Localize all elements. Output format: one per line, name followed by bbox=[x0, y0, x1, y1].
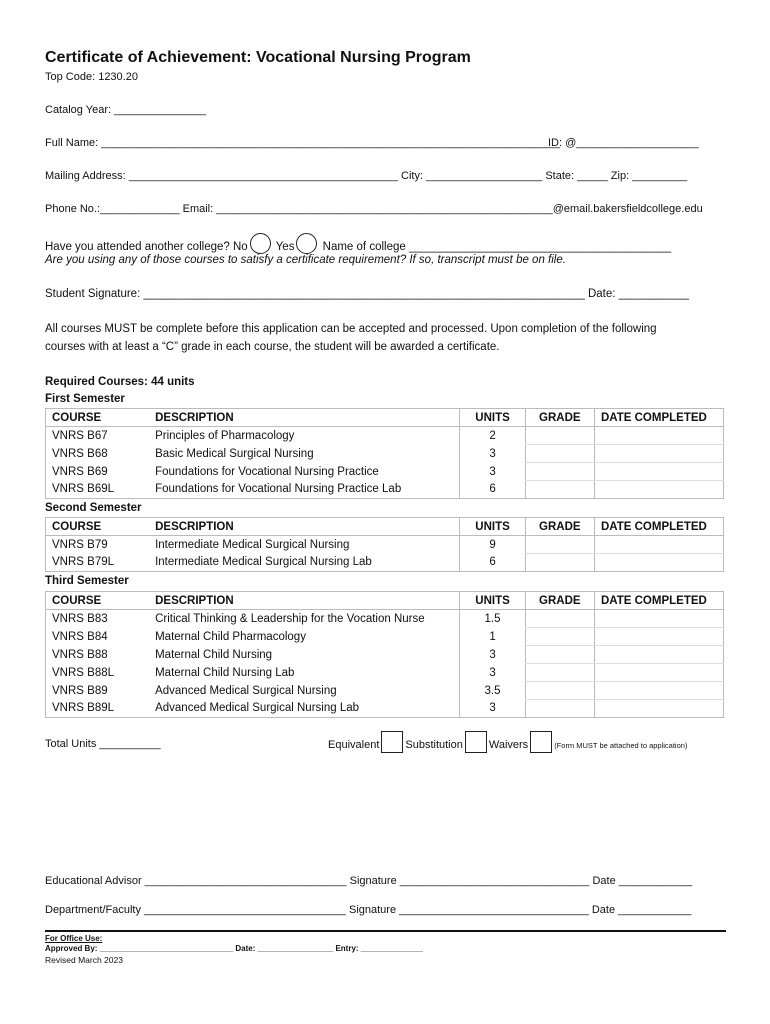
date-completed-cell[interactable] bbox=[594, 427, 723, 445]
date-completed-cell[interactable] bbox=[594, 664, 723, 682]
intro-line-1: All courses MUST be complete before this application can be accepted and processed. Upon completion of the following bbox=[45, 323, 657, 335]
course-units: 3 bbox=[460, 700, 525, 718]
course-description: Principles of Pharmacology bbox=[155, 429, 295, 442]
page-title: Certificate of Achievement: Vocational Nursing Program bbox=[45, 49, 471, 66]
semester-2-heading: Second Semester bbox=[45, 502, 142, 514]
educational-advisor-row[interactable]: Educational Advisor _________________________________ Signature _______________________________ Date ____________ bbox=[45, 875, 693, 887]
col-grade: GRADE bbox=[525, 518, 594, 536]
mailing-address-field[interactable]: Mailing Address: ____________________________________________ City: ___________________ State: _____ Zip: _________ bbox=[45, 170, 688, 182]
semester-3-table bbox=[45, 591, 724, 718]
phone-email-field[interactable]: Phone No.:_____________ Email: _______________________________________________________@email.bakersfieldcollege.edu bbox=[45, 203, 703, 215]
course-code: VNRS B68 bbox=[46, 445, 150, 463]
no-label: No bbox=[232, 241, 248, 253]
course-description: Foundations for Vocational Nursing Practice Lab bbox=[149, 481, 460, 499]
course-code: VNRS B67 bbox=[46, 427, 150, 445]
course-code: VNRS B79L bbox=[46, 554, 150, 572]
yes-label: Yes bbox=[275, 241, 295, 253]
course-units: 3 bbox=[460, 664, 525, 682]
course-units: 3 bbox=[460, 463, 525, 481]
col-units: UNITS bbox=[460, 409, 525, 427]
course-code: VNRS B89L bbox=[46, 700, 150, 718]
table-row bbox=[46, 700, 724, 718]
course-description: Basic Medical Surgical Nursing bbox=[155, 447, 314, 460]
table-row bbox=[46, 445, 724, 463]
date-completed-cell[interactable] bbox=[594, 646, 723, 664]
col-description: DESCRIPTION bbox=[149, 518, 460, 536]
total-units-field[interactable]: Total Units __________ bbox=[45, 738, 161, 750]
office-use-label: For Office Use: bbox=[45, 934, 103, 943]
equivalent-checkbox[interactable] bbox=[381, 731, 403, 753]
grade-cell[interactable] bbox=[525, 646, 594, 664]
course-description: Intermediate Medical Surgical Nursing Lab bbox=[149, 554, 460, 572]
date-completed-cell[interactable] bbox=[594, 700, 723, 718]
grade-cell[interactable] bbox=[525, 664, 594, 682]
date-completed-cell[interactable] bbox=[594, 554, 723, 572]
col-date-completed: DATE COMPLETED bbox=[594, 409, 723, 427]
course-units: 3 bbox=[460, 646, 525, 664]
table-row bbox=[46, 481, 724, 499]
attended-question: Have you attended another college? bbox=[45, 241, 230, 253]
grade-cell[interactable] bbox=[525, 481, 594, 499]
grade-cell[interactable] bbox=[525, 700, 594, 718]
course-code: VNRS B88L bbox=[46, 664, 150, 682]
course-units: 1.5 bbox=[460, 610, 525, 628]
col-units: UNITS bbox=[460, 518, 525, 536]
col-description: DESCRIPTION bbox=[149, 592, 460, 610]
course-description: Maternal Child Pharmacology bbox=[155, 630, 306, 643]
grade-cell[interactable] bbox=[525, 554, 594, 572]
course-description: Foundations for Vocational Nursing Practice bbox=[155, 465, 379, 478]
date-completed-cell[interactable] bbox=[594, 445, 723, 463]
waivers-checkbox[interactable] bbox=[530, 731, 552, 753]
table-row bbox=[46, 646, 724, 664]
col-date-completed: DATE COMPLETED bbox=[594, 592, 723, 610]
date-completed-cell[interactable] bbox=[594, 628, 723, 646]
intro-line-2: courses with at least a “C” grade in each course, the student will be awarded a certificate. bbox=[45, 341, 500, 353]
course-code: VNRS B89 bbox=[46, 682, 150, 700]
table-row bbox=[46, 628, 724, 646]
grade-cell[interactable] bbox=[525, 610, 594, 628]
course-description: Intermediate Medical Surgical Nursing bbox=[155, 538, 350, 551]
date-completed-cell[interactable] bbox=[594, 481, 723, 499]
date-completed-cell[interactable] bbox=[594, 536, 723, 554]
id-field[interactable]: ID: @____________________ bbox=[548, 137, 699, 149]
col-grade: GRADE bbox=[525, 409, 594, 427]
yes-radio[interactable] bbox=[296, 233, 317, 254]
col-description: DESCRIPTION bbox=[149, 409, 460, 427]
grade-cell[interactable] bbox=[525, 463, 594, 481]
grade-cell[interactable] bbox=[525, 445, 594, 463]
course-units: 9 bbox=[460, 536, 525, 554]
override-options bbox=[328, 731, 687, 753]
transcript-note: Are you using any of those courses to satisfy a certificate requirement? If so, transcript must be on file. bbox=[45, 254, 566, 266]
course-code: VNRS B83 bbox=[46, 610, 150, 628]
col-course: COURSE bbox=[46, 518, 150, 536]
course-description: Advanced Medical Surgical Nursing Lab bbox=[149, 700, 460, 718]
course-units: 2 bbox=[460, 427, 525, 445]
office-divider bbox=[45, 930, 726, 932]
no-radio[interactable] bbox=[250, 233, 271, 254]
revised-date: Revised March 2023 bbox=[45, 955, 123, 965]
course-code: VNRS B84 bbox=[46, 628, 150, 646]
table-row bbox=[46, 536, 724, 554]
department-faculty-row[interactable]: Department/Faculty _________________________________ Signature _______________________________ Date ____________ bbox=[45, 904, 692, 916]
course-units: 3 bbox=[460, 445, 525, 463]
course-units: 3.5 bbox=[460, 682, 525, 700]
table-row bbox=[46, 682, 724, 700]
course-code: VNRS B88 bbox=[46, 646, 150, 664]
equivalent-label: Equivalent bbox=[328, 739, 380, 751]
semester-1-table bbox=[45, 408, 724, 499]
date-completed-cell[interactable] bbox=[594, 610, 723, 628]
form-note: (Form MUST be attached to application) bbox=[554, 741, 688, 750]
course-description: Maternal Child Nursing bbox=[155, 648, 273, 661]
grade-cell[interactable] bbox=[525, 628, 594, 646]
course-units: 6 bbox=[460, 481, 525, 499]
grade-cell[interactable] bbox=[525, 427, 594, 445]
grade-cell[interactable] bbox=[525, 536, 594, 554]
course-description: Advanced Medical Surgical Nursing bbox=[155, 684, 337, 697]
top-code: Top Code: 1230.20 bbox=[45, 71, 138, 83]
table-row bbox=[46, 463, 724, 481]
table-row bbox=[46, 427, 724, 445]
date-completed-cell[interactable] bbox=[594, 463, 723, 481]
course-description: Maternal Child Nursing Lab bbox=[155, 666, 295, 679]
substitution-label: Substitution bbox=[405, 739, 463, 751]
col-grade: GRADE bbox=[525, 592, 594, 610]
waivers-label: Waivers bbox=[488, 739, 529, 751]
catalog-year-field[interactable]: Catalog Year: _______________ bbox=[45, 104, 206, 116]
course-units: 1 bbox=[460, 628, 525, 646]
substitution-checkbox[interactable] bbox=[465, 731, 487, 753]
semester-2-table bbox=[45, 517, 724, 572]
full-name-field[interactable]: Full Name: ___________________________________________________________________________ bbox=[45, 137, 561, 149]
col-course: COURSE bbox=[46, 409, 150, 427]
office-approval-row[interactable]: Approved By: ______________________________ Date: _________________ Entry: ______________ bbox=[45, 944, 424, 953]
course-code: VNRS B69L bbox=[46, 481, 150, 499]
semester-3-heading: Third Semester bbox=[45, 575, 129, 587]
table-row bbox=[46, 664, 724, 682]
name-of-college-field[interactable]: Name of college _________________________________________ bbox=[322, 241, 672, 253]
col-course: COURSE bbox=[46, 592, 150, 610]
date-completed-cell[interactable] bbox=[594, 682, 723, 700]
required-courses-heading: Required Courses: 44 units bbox=[45, 376, 195, 388]
col-date-completed: DATE COMPLETED bbox=[594, 518, 723, 536]
semester-1-heading: First Semester bbox=[45, 393, 125, 405]
attended-college-row bbox=[45, 233, 671, 254]
course-code: VNRS B69 bbox=[46, 463, 150, 481]
student-signature-field[interactable]: Student Signature: _____________________________________________________________________ Date: ___________ bbox=[45, 288, 689, 300]
table-row bbox=[46, 554, 724, 572]
course-units: 6 bbox=[460, 554, 525, 572]
grade-cell[interactable] bbox=[525, 682, 594, 700]
table-row bbox=[46, 610, 724, 628]
course-code: VNRS B79 bbox=[46, 536, 150, 554]
col-units: UNITS bbox=[460, 592, 525, 610]
course-description: Critical Thinking & Leadership for the Vocation Nurse bbox=[155, 612, 425, 625]
